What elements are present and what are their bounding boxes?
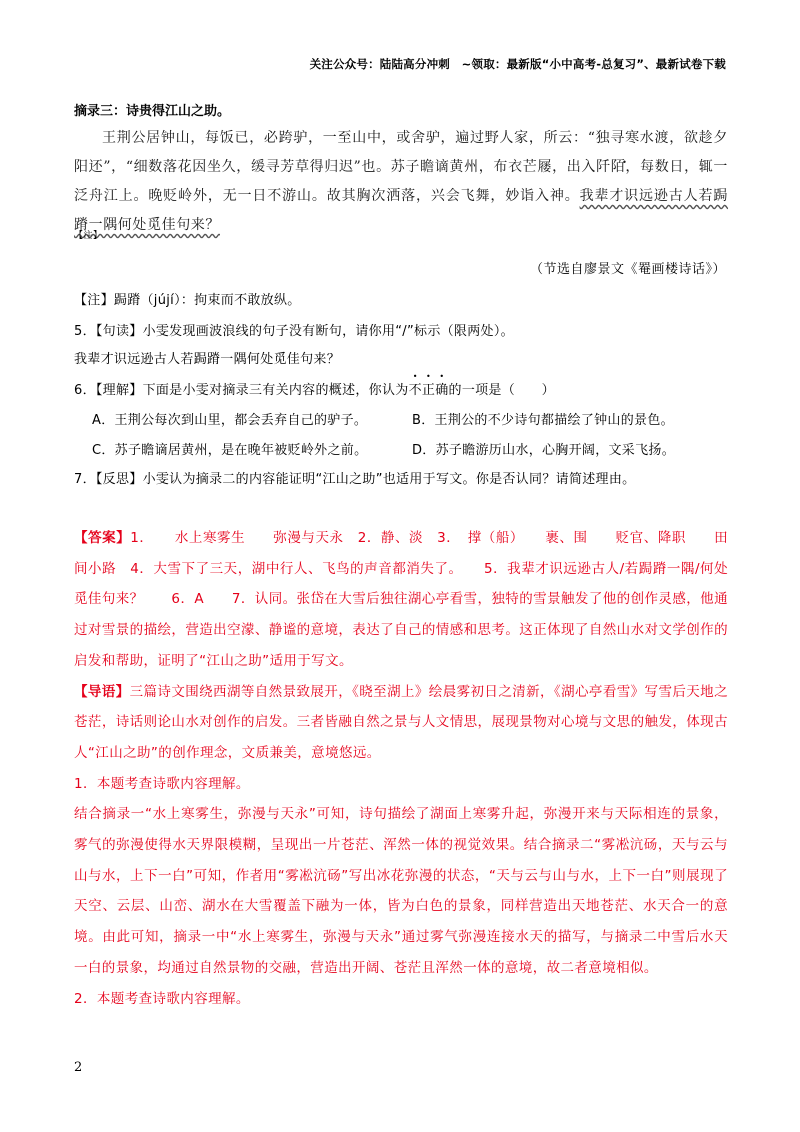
answer-text: 1． 水上寒雾生 弥漫与天永 2．静、淡 3． 撑（船） 裹、围 贬官、降职 田间小路 4．大雪下了三天，湖中行人、飞鸟的声音都消失了。 5．我辈才识远逊古人/若跼蹐一隅/何处觅佳句来？ 6．A 7．认同。张岱在大雪后独往湖心亭看雪，独特的雪景触发了他的创作灵感，他通过对雪景的描绘，营造出空濛、静谧的意境，表达了自己的情感和思考。这正体现了自然山水对文学创作的启发和帮助，证明了“江山之助”适用于写文。 — [74, 530, 728, 669]
analysis-heading-2: 2．本题考查诗歌内容理解。 — [74, 990, 250, 1007]
section-title: 摘录三：诗贵得江山之助。 — [74, 104, 231, 119]
answer-section — [74, 523, 728, 1014]
excerpt-paragraph — [74, 124, 728, 240]
annotation-note: 【注】跼蹐（jújí）：拘束而不敢放纵。 — [74, 293, 301, 308]
option-d: D．苏子瞻游历山水，心胸开阔，文采飞扬。 — [412, 443, 676, 458]
source-citation: （节选自廖景文《罨画楼诗话》） — [529, 262, 726, 277]
page-number: 2 — [74, 1060, 83, 1075]
dotted-emphasis: 不正确 — [408, 383, 449, 398]
question-5-sentence: 我辈才识远逊古人若跼蹐一隅何处觅佳句来？ — [74, 352, 341, 367]
question-6: 6．【理解】下面是小雯对摘录三有关内容的概述，你认为不正确的一项是（ ） — [74, 383, 555, 398]
option-c: C．苏子瞻谪居黄州，是在晚年被贬岭外之前。 — [92, 443, 368, 458]
analysis-heading-1: 1．本题考查诗歌内容理解。 — [74, 775, 250, 792]
option-a: A．王荆公每次到山里，都会丢弃自己的驴子。 — [92, 413, 368, 428]
wavy-underlined-sentence: 我辈才识远逊古人若跼蹐一隅何处觅佳句来？ — [74, 188, 729, 233]
guide-block — [74, 677, 728, 769]
note-marker: 【注】 — [74, 231, 103, 241]
guide-text: 三篇诗文围绕西湖等自然景致展开，《晓至湖上》绘晨雾初日之清新，《湖心亭看雪》写雪后天地之苍茫，诗话则论山水对创作的启发。三者皆融自然之景与人文情思，展现景物对心境与文思的触发，体现古人“江山之助”的创作理念，文质兼美，意境悠远。 — [74, 683, 728, 761]
analysis-paragraph: 结合摘录一“水上寒雾生，弥漫与天永”可知，诗句描绘了湖面上寒雾升起，弥漫开来与天际相连的景象，雾气的弥漫使得水天界限模糊，呈现出一片苍茫、浑然一体的视觉效果。结合摘录二“雾凇沆砀，天与云与山与水，上下一白”可知，作者用“雾凇沆砀”写出冰花弥漫的状态，“天与云与山与水，上下一白”则展现了天空、云层、山峦、湖水在大雪覆盖下融为一体，皆为白色的景象，同样营造出天地苍茫、水天合一的意境。由此可知，摘录一中“水上寒雾生，弥漫与天永”通过雾气弥漫连接水天的描写，与摘录二中雪后水天一白的景象，均通过自然景物的交融，营造出开阔、苍茫且浑然一体的意境，故二者意境相似。 — [74, 806, 728, 976]
guide-label: 【导语】 — [74, 683, 130, 700]
option-b: B．王荆公的不少诗句都描绘了钟山的景色。 — [412, 413, 674, 428]
answer-block — [74, 523, 728, 677]
page-header: 关注公众号：陆陆高分冲刺 ~领取：最新版“小中高考-总复习”、最新试卷下载 — [309, 57, 726, 71]
question-5: 5．【句读】小雯发现画波浪线的句子没有断句，请你用“/”标示（限两处）。 — [74, 324, 514, 339]
dotted-word: 阡陌 — [596, 159, 626, 175]
answer-label: 【答案】 — [74, 530, 131, 546]
excerpt-text-2: ，每数日，辄一泛舟江上。晚贬岭外，无一日不游山。故其胸次洒落，兴会飞舞，妙诣入神。 — [74, 159, 729, 204]
question-7: 7．【反思】小雯认为摘录二的内容能证明“江山之助”也适用于写文。你是否认同？请简述理由。 — [74, 472, 636, 487]
excerpt-text-1: 王荆公居钟山，每饭已，必跨驴，一至山中，或舍驴，遍过野人家，所云：“独寻寒水渡，欲趁夕阳还”，“细数落花因坐久，缓寻芳草得归迟”也。苏子瞻谪黄州，布衣芒屦，出入 — [74, 130, 728, 175]
